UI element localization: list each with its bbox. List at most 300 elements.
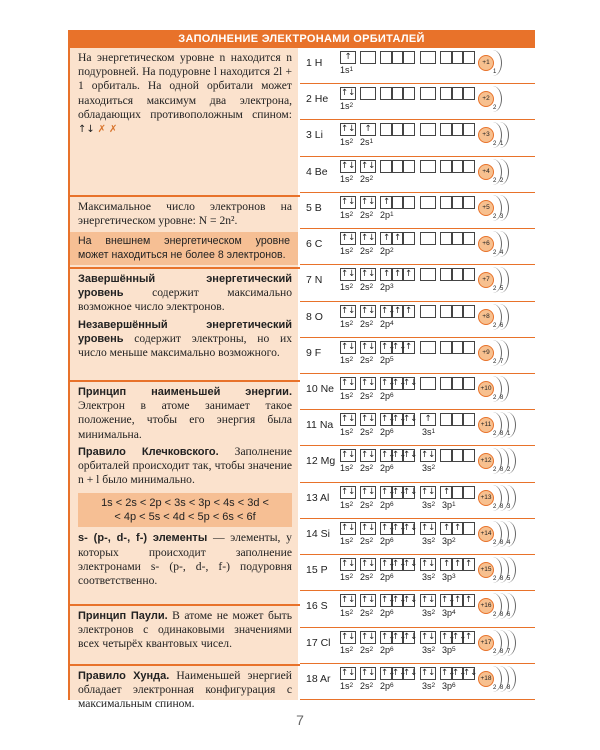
orbital-cell: ↑↓ [381,341,396,352]
orbital-cell: ↑↓ [421,522,436,533]
orbital-cell: ↑ [451,522,464,535]
orbital-cell: ↑↓ [361,595,376,606]
electron-configuration-term: $3p^4$ [442,608,456,619]
least-energy-text: Электрон в атоме занимает такое положение, чтобы его энергия была минимальна. [78,399,292,441]
orbital-cell [462,341,475,354]
orbital-cell: ↑↓ [341,124,356,135]
electron-configuration-term: $1s^2$ [340,391,354,401]
shell-electron-count: 8 [500,395,504,401]
electron-configuration-term: $2p^3$ [380,282,394,293]
orbital-cell: ↑↓ [361,450,376,461]
shell-electron-count: 2 [493,358,497,365]
electron-configuration-term: $1s^2$ [340,644,354,655]
shell-electron-count: 1 [507,431,511,438]
nucleus-icon: +4 [478,164,494,180]
section-hund [70,666,298,711]
electron-configuration-term: $1s^2$ [340,535,354,546]
orbital-cell: ↑↓ [421,486,436,497]
shell-electron-count: 8 [500,503,504,510]
electron-configuration-term: $2s^2$ [360,246,374,257]
element-row [300,302,535,338]
orbital-cell: ↑↓ [361,269,376,280]
electron-configuration-term: $3s^2$ [422,463,436,474]
orbital-cell [462,413,475,426]
orbital-cell: ↑↓ [421,559,436,570]
orbital-cell: ↑↓ [381,486,396,497]
element-row [300,519,535,555]
orbital-cell: ↑ [420,413,436,426]
spdf-elements-text: — элементы, у которых происходит заполнение электронами s- (p-, d-, f-) подуровня соответственно. [78,531,292,588]
electron-configuration-term: $2p^2$ [380,246,394,257]
electron-configuration-term: $3s^1$ [422,427,436,438]
electron-configuration-term: $2s^2$ [360,173,374,184]
pauli-text: В атоме не может быть электронов с одинаковыми значениями всех четырёх квантовых чисел. [78,609,292,651]
electron-configuration-term: $2p^6$ [380,391,394,401]
shell-electron-count: 2 [500,177,504,184]
element-label: 10 Ne [306,383,335,395]
electron-configuration-term: $2s^2$ [360,535,374,546]
element-row [300,229,535,265]
orbital-cell: ↑↓ [361,522,376,533]
orbital-cell [360,87,376,100]
element-row [300,628,535,664]
orbital-cell: ↑↓ [361,160,376,171]
orbital-cell: ↑ [462,558,475,571]
shell-electron-count: 2 [493,684,497,691]
shell-electron-count: 5 [507,576,511,583]
orbital-cell [420,377,436,390]
electron-configuration-term: $2p^6$ [380,427,394,438]
orbital-cell [420,305,436,318]
orbital-cell: ↑ [380,196,393,209]
orbital-cell: ↑ [440,558,453,571]
electron-configuration-term: $3p^6$ [442,680,456,691]
electron-configuration-term: $2s^2$ [360,427,374,438]
orbital-cell: ↑↓ [452,631,467,642]
electron-configuration-term: $2p^4$ [380,318,394,329]
shell-electron-count: 2 [493,141,497,148]
rules-column [68,48,298,711]
orbital-cell: ↑ [402,341,415,354]
orbital-cell: ↑↓ [381,631,396,642]
spin-pair-icon: ↑↓ [78,124,95,136]
orbital-cell: ↑ [360,123,376,136]
electron-configuration-term: $2p^1$ [380,209,394,220]
electron-configuration-term: $1s^2$ [340,427,354,438]
orbital-cell: ↑↓ [361,414,376,425]
element-label: 6 C [306,238,323,251]
electron-configuration-term: $2s^2$ [360,608,374,619]
orbital-cell: ↑↓ [392,341,407,352]
electron-configuration-term: $2s^1$ [360,137,374,148]
shell-electron-count: 2 [493,503,497,510]
page-number: 7 [296,712,304,728]
electron-configuration-term: $1s^2$ [340,680,354,691]
orbital-cell: ↑↓ [421,595,436,606]
orbital-filling-sheet [68,30,535,711]
electron-configuration-term: $1s^2$ [340,246,354,257]
nucleus-icon: +10 [478,381,494,397]
element-row [300,193,535,229]
orbital-cell [420,51,436,64]
orbital-cell: ↑↓ [361,631,376,642]
electron-configuration-term: $2s^2$ [360,354,374,365]
orbital-cell [420,232,436,245]
orbital-cell [360,51,376,64]
orbital-cell: ↑↓ [403,414,418,425]
electron-configuration-term: $3s^2$ [422,499,436,510]
nucleus-icon: +12 [478,453,494,469]
orbital-cell: ↑↓ [381,522,396,533]
shell-electron-count: 7 [500,358,504,365]
orbital-cell: ↑↓ [341,631,356,642]
orbital-cell [462,377,475,390]
orbital-cell: ↑↓ [341,559,356,570]
orbital-cell: ↑↓ [341,160,356,171]
orbital-cell [462,160,475,173]
orbital-cell: ↑↓ [381,414,396,425]
orbital-cell: ↑↓ [403,522,418,533]
incomplete-level-term: Незавершённый энергетический уровень [78,318,292,345]
orbital-cell: ↑↓ [463,667,478,678]
electron-configuration-term: $1s^2$ [340,572,354,583]
element-label: 11 Na [306,419,334,432]
orbital-cell: ↑↓ [381,667,396,678]
shell-electron-count: 3 [507,503,511,510]
nucleus-icon: +18 [478,671,494,687]
orbital-cell: ↑↓ [361,305,376,316]
nucleus-icon: +2 [478,91,494,107]
shell-electron-count: 4 [500,250,504,257]
orbital-cell: ↑ [451,558,464,571]
nucleus-icon: +17 [478,635,494,651]
outer-level-note: На внешнем энергетическом уровне может находиться не более 8 электронов. [70,232,298,265]
orbital-cell: ↑↓ [361,196,376,207]
orbitals-text: На энергетическом уровне n находится n подуровней. На подуровне l находится 2l + 1 орбиталь. На одной орбитали может находиться максимум два электрона, обладающих противоположным спином: [78,51,292,121]
electron-configuration-term: $2s^2$ [360,572,374,583]
orbital-cell: ↑↓ [381,378,396,388]
shell-electron-count: 2 [493,612,497,619]
shell-electron-count: 8 [500,648,504,655]
orbital-cell [462,196,475,209]
shell-electron-count: 2 [493,250,497,257]
orbital-cell: ↑↓ [392,378,407,388]
orbital-cell [462,51,475,64]
electron-configuration-term: $2s^2$ [360,318,374,329]
electron-configuration-term: $1s^2$ [340,209,354,220]
nucleus-icon: +11 [478,417,494,433]
orbital-cell [462,522,475,535]
section-energy-principles [70,382,298,604]
orbital-cell: ↑↓ [341,414,356,425]
shell-electron-count: 8 [500,684,504,691]
electron-configuration-term: $1s^2$ [340,608,354,619]
orbital-cell: ↑↓ [341,450,356,461]
nucleus-icon: +14 [478,526,494,542]
element-label: 12 Mg [306,455,336,468]
hund-text: Наименьшей энергией обладает электронная конфигурация с максимальным спином. [78,669,292,711]
orbital-cell: ↑↓ [361,667,376,678]
orbital-cell [402,160,415,173]
orbital-cell [402,87,415,100]
element-label: 8 O [306,310,323,323]
shell-electron-count: 2 [493,213,497,220]
least-energy-term: Принцип наименьшей энергии. [78,386,292,398]
orbital-cell: ↑↓ [361,378,376,388]
electron-configuration-term: $1s^2$ [340,463,354,474]
orbital-cell: ↑↓ [441,667,456,678]
section-levels [70,269,298,380]
element-label: 17 Cl [306,636,331,649]
element-label: 2 He [306,93,329,106]
electron-configuration-term: $2p^6$ [380,680,394,691]
orbital-cell: ↑↓ [361,559,376,570]
shell-electron-count: 2 [507,467,511,474]
orbital-cell [420,341,436,354]
orbital-cell: ↑↓ [381,595,396,606]
sheet-title: ЗАПОЛНЕНИЕ ЭЛЕКТРОНАМИ ОРБИТАЛЕЙ [68,30,535,48]
orbital-cell: ↑↓ [421,450,436,461]
element-label: 13 Al [306,491,330,504]
shell-electron-count: 2 [493,322,497,329]
orbital-cell: ↑ [391,268,404,281]
element-label: 9 F [306,346,322,359]
element-row [300,338,535,374]
nucleus-icon: +1 [478,55,494,71]
electron-configuration-term: $2s^2$ [360,463,374,474]
shell-electron-count: 6 [500,322,504,329]
nucleus-icon: +13 [478,490,494,506]
shell-electron-count: 8 [507,684,511,691]
shell-electron-count: 2 [493,467,497,474]
element-label: 14 Si [306,527,330,540]
electron-configuration-term: $2s^2$ [360,680,374,691]
orbital-cell [402,232,415,245]
orbital-cell: ↑↓ [341,378,356,388]
element-row [300,120,535,156]
element-row [300,157,535,193]
orbital-cell [420,160,436,173]
shell-electron-count: 4 [507,539,511,546]
orbital-cell: ↑↓ [441,595,456,606]
hund-term: Правило Хунда. [78,670,170,682]
nucleus-icon: +3 [478,127,494,143]
element-label: 16 S [306,600,328,613]
shell-electron-count: 8 [500,467,504,474]
shell-electron-count: 2 [493,286,497,293]
complete-level-text: содержит максимально возможное число электронов. [78,286,292,314]
orbital-cell: ↑ [440,522,453,535]
element-row [300,48,535,84]
orbital-cell: ↑↓ [392,595,407,606]
orbital-cell [462,486,475,499]
orbital-cell: ↑ [451,594,464,607]
shell-electron-count: 8 [500,431,504,438]
orbital-cell: ↑ [402,305,415,318]
orbital-cell [462,268,475,281]
electron-configuration-term: $2p^6$ [380,499,394,510]
element-label: 3 Li [306,129,323,142]
klechkovsky-term: Правило Клечковского. [78,445,219,458]
orbital-cell [462,87,475,100]
orbital-cell: ↑↓ [381,559,396,570]
pauli-term: Принцип Паули. [78,610,168,622]
element-row [300,483,535,519]
orbital-cell: ↑↓ [392,486,407,497]
filling-order-line: < 4p < 5s < 4d < 5p < 6s < 6f [114,511,256,524]
element-label: 4 Be [306,165,328,178]
orbital-cell: ↑↓ [341,88,356,99]
electron-configuration-term: $2p^6$ [380,572,394,583]
orbital-cell: ↑ [340,51,356,64]
electron-configuration-term: $1s^1$ [340,65,354,75]
orbital-cell: ↑↓ [392,559,407,570]
orbital-cell: ↑↓ [341,341,356,352]
section-orbitals [70,48,298,195]
element-label: 7 N [306,274,323,287]
orbital-cell: ↑↓ [341,233,356,244]
nucleus-icon: +9 [478,345,494,361]
orbital-cell: ↑↓ [341,486,356,497]
orbital-cell: ↑↓ [341,305,356,316]
orbital-cell: ↑ [391,232,404,245]
orbital-cell: ↑↓ [403,559,418,570]
shell-electron-count: 2 [493,177,497,184]
orbital-cell [462,123,475,136]
electron-configuration-term: $2p^5$ [380,354,394,365]
orbital-cell: ↑↓ [403,595,418,606]
orbital-cell: ↑ [380,268,393,281]
orbital-cell [462,232,475,245]
electron-configuration-term: $3p^5$ [442,644,456,655]
orbital-cell: ↑↓ [361,233,376,244]
shell-electron-count: 8 [500,612,504,619]
orbital-cell: ↑↓ [341,269,356,280]
orbital-cell: ↑↓ [403,378,418,388]
orbital-cell [462,305,475,318]
nucleus-icon: +5 [478,200,494,216]
orbital-cell [402,123,415,136]
orbital-cell [420,268,436,281]
orbital-cell: ↑↓ [403,631,418,642]
shell-electron-count: 2 [493,395,497,401]
element-row [300,555,535,591]
orbital-cell: ↑ [462,631,475,644]
filling-order [78,493,292,527]
nucleus-icon: +15 [478,562,494,578]
electron-configuration-term: $1s^2$ [340,173,354,184]
shell-electron-count: 2 [493,431,497,438]
electron-configuration-term: $2s^2$ [360,644,374,655]
orbital-cell: ↑ [440,486,453,499]
shell-electron-count: 8 [500,539,504,546]
orbital-cell: ↑↓ [361,341,376,352]
electron-configuration-term: $2p^6$ [380,463,394,474]
electron-configuration-term: $1s^2$ [340,354,354,365]
element-row [300,265,535,301]
shell-electron-count: 3 [500,213,504,220]
electron-configuration-term: $3p^2$ [442,535,456,546]
electron-configuration-term: $3p^1$ [442,499,456,510]
orbital-cell: ↑↓ [392,522,407,533]
element-row [300,664,535,700]
incomplete-level-text: содержит электроны, но их число меньше максимально возможного. [78,331,292,360]
orbital-cell [402,196,415,209]
orbital-cell [462,449,475,462]
orbital-cell: ↑↓ [392,450,407,461]
klechkovsky-text: Заполнение орбиталей происходит так, чтобы значение n + l было минимально. [78,444,292,487]
orbital-cell: ↑↓ [341,667,356,678]
section-pauli [70,606,298,664]
orbital-cell: ↑ [391,305,404,318]
orbital-cell: ↑↓ [403,667,418,678]
electron-configuration-term: $2p^6$ [380,608,394,619]
shell-electron-count: 7 [507,648,511,655]
element-row [300,374,535,410]
orbital-cell: ↑↓ [392,667,407,678]
orbital-cell: ↑ [380,232,393,245]
element-label: 1 H [306,57,323,69]
shell-electron-count: 8 [500,576,504,583]
shell-electron-count: 2 [493,576,497,583]
nucleus-icon: +16 [478,598,494,614]
nucleus-icon: +8 [478,309,494,325]
electron-configuration-term: $1s^2$ [340,318,354,329]
element-label: 18 Ar [306,672,331,685]
nucleus-icon: +6 [478,236,494,252]
orbital-cell: ↑↓ [381,450,396,461]
electron-configuration-term: $2s^2$ [360,499,374,510]
max-electrons-text: Максимальное число электронов на энергетическом уровне: N = 2n². [78,200,292,228]
shell-electron-count: 1 [500,141,504,148]
orbital-cell: ↑↓ [403,450,418,461]
orbital-cell: ↑↓ [361,486,376,497]
electron-configuration-term: $2p^6$ [380,535,394,546]
section-max-electrons [70,197,298,267]
spin-wrong-icon: ✗ [108,124,118,136]
orbital-cell: ↑ [402,268,415,281]
orbital-cell: ↑↓ [381,305,396,316]
nucleus-icon: +7 [478,272,494,288]
electron-configuration-term: $3s^2$ [422,644,436,655]
shell-electron-count: 2 [493,539,497,546]
shell-electron-count: 6 [507,612,511,619]
orbital-cell: ↑↓ [392,631,407,642]
orbital-cell [420,87,436,100]
electron-configuration-term: $3s^2$ [422,608,436,619]
complete-level-term: Завершённый энергетический уровень [78,273,292,300]
elements-column [300,48,535,700]
orbital-cell: ↑↓ [341,196,356,207]
electron-configuration-term: $3p^3$ [442,572,456,583]
orbital-cell: ↑↓ [392,414,407,425]
element-row [300,446,535,482]
orbital-cell: ↑↓ [421,667,436,678]
spdf-elements-term: s- (p-, d-, f-) элементы [78,532,208,545]
electron-configuration-term: $1s^2$ [340,282,354,293]
shell-electron-count: 2 [493,105,497,112]
shell-electron-count: 5 [500,286,504,293]
orbital-cell: ↑↓ [403,486,418,497]
electron-configuration-term: $3s^2$ [422,535,436,546]
element-label: 5 B [306,201,322,214]
orbital-cell [420,123,436,136]
orbital-cell: ↑↓ [452,667,467,678]
orbital-cell: ↑↓ [341,522,356,533]
electron-configuration-term: $3s^2$ [422,680,436,691]
electron-configuration-term: $2s^2$ [360,391,374,401]
electron-configuration-term: $1s^2$ [340,101,354,112]
